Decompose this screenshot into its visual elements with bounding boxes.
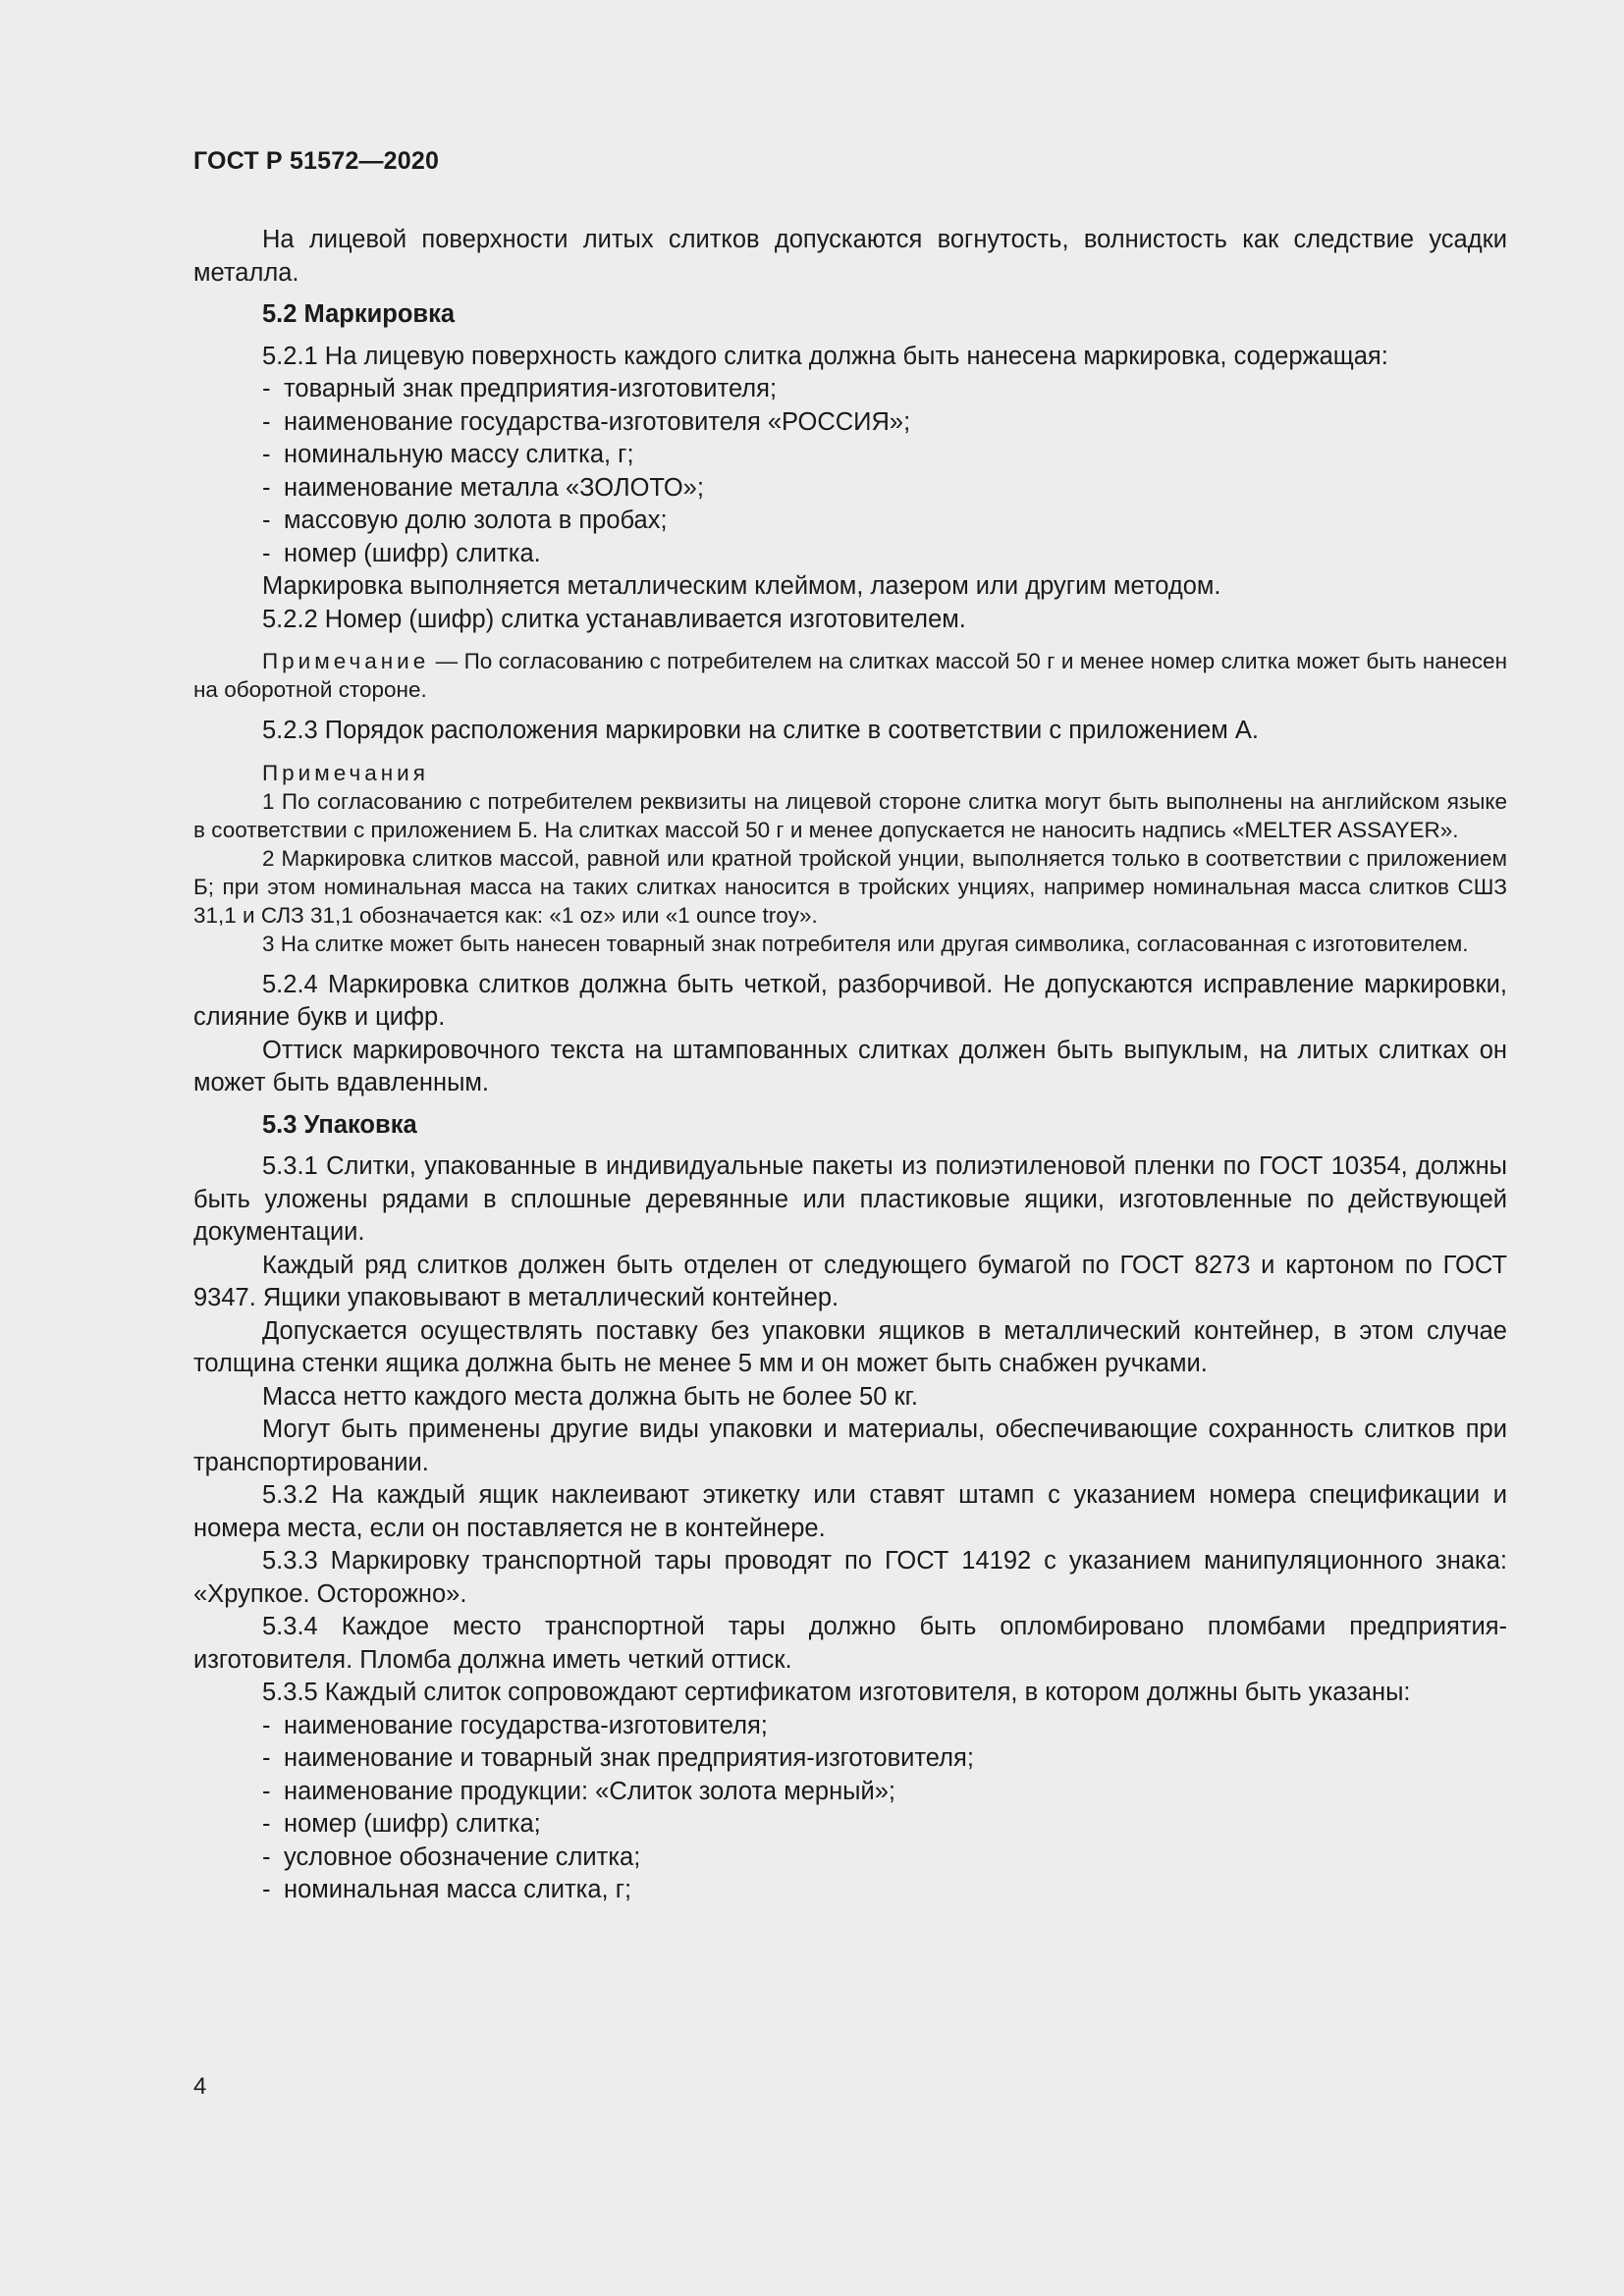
list-item: - номинальная масса слитка, г;	[262, 1874, 1507, 1907]
certificate-items-list	[193, 1710, 1507, 1907]
other-packaging-paragraph: Могут быть применены другие виды упаковки и материалы, обеспечивающие сохранность слитков при транспортировании.	[193, 1415, 1507, 1476]
net-mass-paragraph: Масса нетто каждого места должна быть не более 50 кг.	[262, 1382, 918, 1411]
list-item: - номинальную массу слитка, г;	[262, 439, 1507, 472]
clause-5-2-3: 5.2.3 Порядок расположения маркировки на слитке в соответствии с приложением А.	[262, 717, 1259, 744]
note-text: — По согласованию с потребителем на слитках массой 50 г и менее номер слитка может быть нанесен на оборотной стороне.	[193, 649, 1507, 702]
separation-paragraph: Каждый ряд слитков должен быть отделен от следующего бумагой по ГОСТ 8273 и картоном по ГОСТ 9347. Ящики упаковывают в металлический контейнер.	[193, 1251, 1507, 1311]
intro-paragraph: На лицевой поверхности литых слитков допускаются вогнутость, волнистость как следствие усадки металла.	[193, 226, 1507, 287]
list-item: - наименование государства-изготовителя «РОССИЯ»;	[262, 406, 1507, 440]
section-5-2-heading: 5.2 Маркировка	[262, 300, 456, 328]
clause-5-2-2: 5.2.2 Номер (шифр) слитка устанавливается изготовителем.	[262, 605, 966, 633]
list-item: - наименование и товарный знак предприятия-изготовителя;	[262, 1742, 1507, 1776]
note-block	[193, 647, 1507, 704]
list-item: - номер (шифр) слитка;	[262, 1808, 1507, 1842]
list-item: - массовую долю золота в пробах;	[262, 505, 1507, 538]
notes-label	[193, 759, 1507, 787]
notes-label-text: Примечания	[262, 760, 429, 785]
notes-block	[193, 759, 1507, 958]
list-item: - наименование продукции: «Слиток золота мерный»;	[262, 1776, 1507, 1809]
section-5-3-heading: 5.3 Упаковка	[262, 1110, 417, 1139]
note-label: Примечание	[262, 649, 430, 673]
note-item-2: 2 Маркировка слитков массой, равной или кратной тройской унции, выполняется только в соответствии с приложением Б; при этом номинальная масса на таких слитках наносится в тройских унциях, например номинальная масса слитков СШЗ 31,1 и СЛЗ 31,1 обозначается как: «1 oz» или «1 ounce troy».	[193, 845, 1507, 928]
clause-5-3-5: 5.3.5 Каждый слиток сопровождают сертификатом изготовителя, в котором должны быть указаны:	[262, 1679, 1411, 1706]
embossing-paragraph: Оттиск маркировочного текста на штампованных слитках должен быть выпуклым, на литых слитках он может быть вдавленным.	[193, 1036, 1507, 1096]
note-paragraph	[193, 647, 1507, 704]
clause-5-3-2: 5.3.2 На каждый ящик наклеивают этикетку или ставят штамп с указанием номера спецификации и номера места, если он поставляется не в контейнере.	[193, 1481, 1507, 1542]
marking-items-list	[193, 373, 1507, 570]
list-item: - условное обозначение слитка;	[262, 1842, 1507, 1875]
note-item-3: 3 На слитке может быть нанесен товарный знак потребителя или другая символика, согласованная с изготовителем.	[262, 931, 1469, 956]
page-number: 4	[193, 2073, 207, 2100]
clause-5-2-4: 5.2.4 Маркировка слитков должна быть четкой, разборчивой. Не допускаются исправление маркировки, слияние букв и цифр.	[193, 970, 1507, 1031]
no-container-paragraph: Допускается осуществлять поставку без упаковки ящиков в металлический контейнер, в этом случае толщина стенки ящика должна быть не менее 5 мм и он может быть снабжен ручками.	[193, 1316, 1507, 1377]
note-item-1: 1 По согласованию с потребителем реквизиты на лицевой стороне слитка могут быть выполнены на английском языке в соответствии с приложением Б. На слитках массой 50 г и менее допускается не наносить надпись «MELTER ASSAYER».	[193, 788, 1507, 842]
document-id-header: ГОСТ Р 51572—2020	[193, 147, 440, 175]
clause-5-3-4: 5.3.4 Каждое место транспортной тары должно быть опломбировано пломбами предприятия-изготовителя. Пломба должна иметь четкий оттиск.	[193, 1613, 1507, 1674]
list-item: - товарный знак предприятия-изготовителя;	[262, 373, 1507, 406]
clause-5-3-1: 5.3.1 Слитки, упакованные в индивидуальные пакеты из полиэтиленовой пленки по ГОСТ 10354, должны быть уложены рядами в сплошные деревянные или пластиковые ящики, изготовленные по действующей документации.	[193, 1152, 1507, 1246]
clause-5-2-1: 5.2.1 На лицевую поверхность каждого слитка должна быть нанесена маркировка, содержащая:	[262, 342, 1388, 370]
clause-5-3-3: 5.3.3 Маркировку транспортной тары проводят по ГОСТ 14192 с указанием манипуляционного знака: «Хрупкое. Осторожно».	[193, 1547, 1507, 1608]
list-item: - наименование металла «ЗОЛОТО»;	[262, 472, 1507, 506]
list-item: - номер (шифр) слитка.	[262, 538, 1507, 571]
page-content	[193, 224, 1507, 1907]
list-item: - наименование государства-изготовителя;	[262, 1710, 1507, 1743]
marking-method-paragraph: Маркировка выполняется металлическим клеймом, лазером или другим методом.	[262, 572, 1221, 600]
